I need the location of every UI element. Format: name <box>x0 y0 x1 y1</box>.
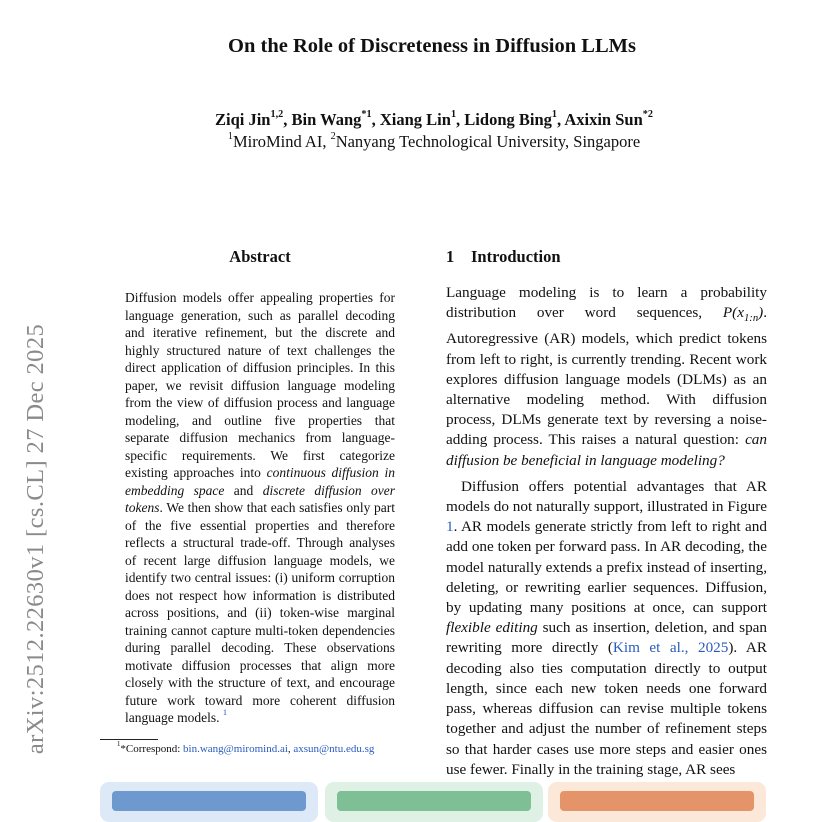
figure-preview <box>0 782 834 797</box>
footnote-divider <box>100 739 158 740</box>
author: Ziqi Jin$^{1,2}$, <box>215 108 292 129</box>
author: Xiang Lin$^1$, <box>379 108 465 129</box>
email-link[interactable]: axsun@ntu.edu.sg <box>293 743 375 755</box>
author-list <box>0 110 834 130</box>
email-link[interactable]: bin.wang@miromind.ai <box>183 743 288 755</box>
arxiv-identifier <box>22 286 50 791</box>
author: Lidong Bing$^1$, <box>464 108 565 129</box>
affiliation: $^2$Nanyang Technological University, Singapore <box>330 130 641 151</box>
introduction-body <box>446 283 767 780</box>
math-expression: $P(x_{1:n})$ <box>722 304 764 325</box>
abstract-heading: Abstract <box>229 247 291 266</box>
figure-reference[interactable]: 1 <box>446 518 454 536</box>
arxiv-stamp-text: arXiv:2512.22630v1 [cs.CL] 27 Dec 2025 <box>22 323 50 754</box>
figure-panel-header <box>337 791 531 811</box>
figure-panel-discrete <box>548 782 766 822</box>
affiliation: $^1$MiroMind AI, <box>227 130 331 151</box>
paragraph: Diffusion offers potential advantages that AR models do not naturally support, illustrated in Figure 1. AR models generate strictly from left to right and add one token per forward pass. In AR decoding, the model naturally extends a prefix instead of inserting, deleting, or rewriting earlier sequences. Diffusion, by updating many positions at once, can support flexible editing such as insertion, deletion, and span rewriting more directly (Kim et al., 2025). AR decoding also ties computation directly to output length, since each new token needs one forward pass, whereas diffusion can revise multiple tokens together and adjust the number of refinement steps so that harder cases use more steps and easier ones use fewer. Finally in the training stage, AR sees <box>446 477 767 778</box>
section-number: 1 <box>446 247 455 266</box>
affiliation-list <box>0 132 834 152</box>
paragraph: Language modeling is to learn a probability distribution over word sequences, $P(x_{1:n})$. Autoregressive (AR) models, which predict tokens from left to right, is currently trending. Recent work explores diffusion language models (DLMs) as an alternative modeling method. With diffusion process, DLMs generate text by reversing a noise-adding process. This raises a natural question: can diffusion be beneficial in language modeling? <box>446 284 767 469</box>
author: Axixin Sun$^{*2}$ <box>564 108 653 129</box>
section-title: Introduction <box>471 247 561 266</box>
section-heading <box>446 247 561 267</box>
footnote-marker[interactable]: 1 <box>222 708 228 718</box>
figure-panel-continuous <box>325 782 543 822</box>
author: Bin Wang$^{*1}$, <box>291 108 380 129</box>
figure-panel-header <box>560 791 754 811</box>
figure-panel-ar <box>100 782 318 822</box>
citation-link[interactable]: Kim et al., 2025 <box>612 639 729 657</box>
footnote: $^1$*Correspond: bin.wang@miromind.ai, axsun@ntu.edu.sg <box>117 741 375 755</box>
abstract-text: Diffusion models offer appealing properties for language generation, such as parallel decoding and iterative refinement, but the discrete and highly structured nature of text challenges the direct application of diffusion principles. In this paper, we revisit diffusion language modeling from the view of diffusion process and language modeling, and outline five properties that separate diffusion mechanics from language-specific requirements. We first categorize existing approaches into continuous diffusion in embedding space and discrete diffusion over tokens. We then show that each satisfies only part of the five essential properties and therefore reflects a structural trade-off. Through analyses of recent large diffusion language models, we identify two central issues: (i) uniform corruption does not respect how information is distributed across positions, and (ii) token-wise marginal training cannot capture multi-token dependencies during parallel decoding. These observations motivate diffusion processes that align more closely with the structure of text, and encourage future work toward more coherent diffusion language models. $^1$ <box>125 290 395 725</box>
paper-title: On the Role of Discreteness in Diffusion LLMs <box>228 35 636 57</box>
figure-panel-header <box>112 791 306 811</box>
